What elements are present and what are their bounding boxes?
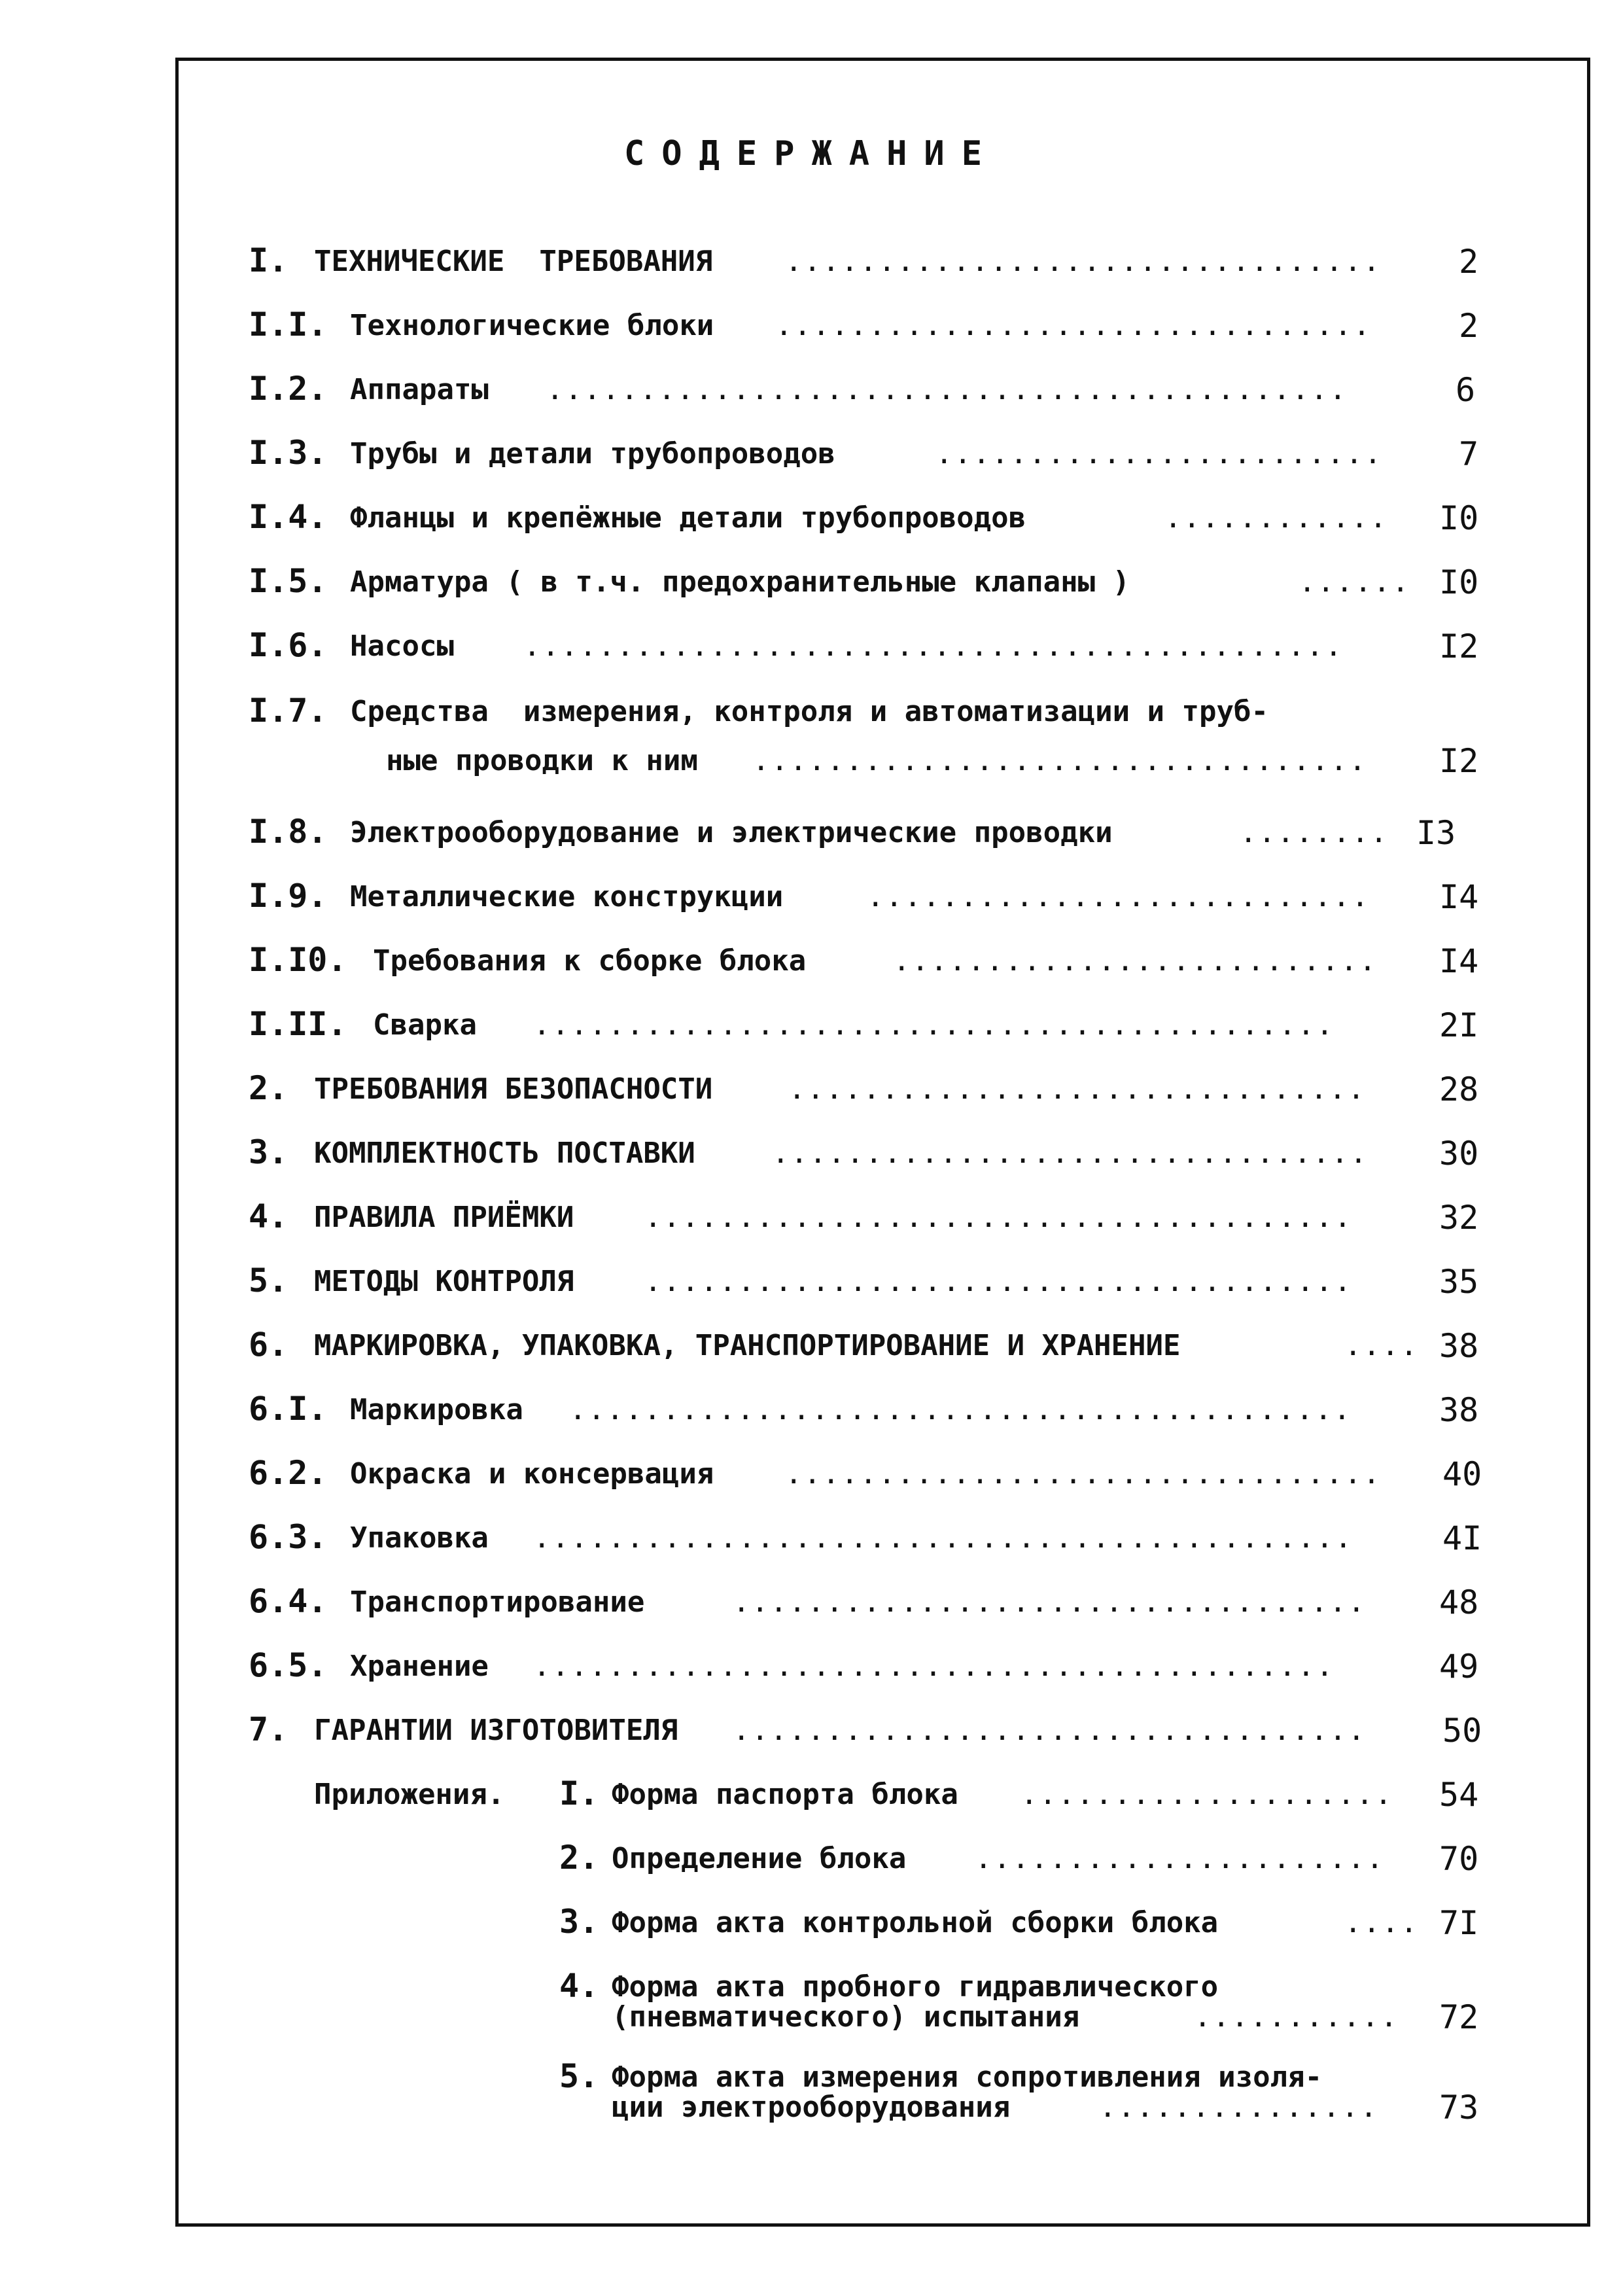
- dot-leader: ..........................: [893, 944, 1378, 978]
- entry-page: 6: [1456, 371, 1476, 409]
- appendix-label: Приложения.: [314, 1778, 505, 1811]
- entry-number: I.3.: [249, 434, 328, 472]
- entry-page: 38: [1439, 1391, 1479, 1429]
- appendix-page: 7I: [1439, 1904, 1479, 1942]
- appendix-number: 5.: [559, 2057, 599, 2095]
- dot-leader: ..........................................: [569, 1393, 1352, 1426]
- entry-page: 50: [1442, 1712, 1482, 1750]
- entry-title: МЕТОДЫ КОНТРОЛЯ: [314, 1265, 574, 1298]
- entry-number: 6.I.: [249, 1390, 328, 1428]
- entry-number: I.6.: [249, 626, 328, 664]
- entry-page: 35: [1439, 1263, 1479, 1301]
- dot-leader: ......................................: [644, 1201, 1353, 1234]
- entry-title: ТЕХНИЧЕСКИЕ ТРЕБОВАНИЯ: [314, 245, 713, 278]
- entry-number: 6.: [249, 1326, 288, 1364]
- entry-title: Аппараты: [350, 373, 489, 406]
- entry-number: 6.3.: [249, 1518, 328, 1556]
- entry-page: 2I: [1439, 1006, 1479, 1044]
- entry-title: Сварка: [373, 1008, 477, 1042]
- dot-leader: ........: [1240, 816, 1389, 849]
- dot-leader: ...............................: [788, 1072, 1367, 1106]
- entry-page: I3: [1416, 814, 1456, 852]
- entry-title: Упаковка: [350, 1521, 489, 1555]
- entry-title-continued: ные проводки к ним: [386, 744, 698, 777]
- entry-page: 38: [1439, 1327, 1479, 1365]
- appendix-title: Определение блока: [612, 1842, 907, 1875]
- entry-title: ПРАВИЛА ПРИЁМКИ: [314, 1201, 574, 1234]
- entry-number: 6.4.: [249, 1582, 328, 1620]
- entry-title: Технологические блоки: [350, 309, 714, 342]
- dot-leader: ............: [1164, 501, 1388, 535]
- entry-page: 40: [1442, 1455, 1482, 1493]
- dot-leader: ..................................: [733, 1714, 1367, 1747]
- entry-page: 2: [1459, 243, 1479, 281]
- dot-leader: ...........................................: [533, 1650, 1335, 1683]
- entry-title: Арматура ( в т.ч. предохранительные клапаны ): [350, 565, 1130, 599]
- dot-leader: ...........................: [867, 880, 1370, 913]
- entry-page: 7: [1459, 435, 1479, 473]
- dot-leader: ..................................: [733, 1585, 1367, 1619]
- entry-number: 7.: [249, 1710, 288, 1748]
- entry-page: 48: [1439, 1583, 1479, 1621]
- dot-leader: ........................: [935, 437, 1383, 470]
- entry-number: 2.: [249, 1069, 288, 1107]
- dot-leader: ................................: [785, 245, 1382, 278]
- dot-leader: ....: [1344, 1906, 1419, 1939]
- entry-page: I4: [1439, 942, 1479, 980]
- entry-number: I.4.: [249, 498, 328, 536]
- appendix-page: 72: [1439, 1998, 1479, 2036]
- appendix-title-continued: ции электрооборудования: [612, 2091, 1011, 2124]
- entry-title: Электрооборудование и электрические проводки: [350, 816, 1113, 849]
- entry-title: Маркировка: [350, 1393, 523, 1426]
- entry-title: Металлические конструкции: [350, 880, 784, 913]
- entry-title: ГАРАНТИИ ИЗГОТОВИТЕЛЯ: [314, 1714, 678, 1747]
- entry-page: I2: [1439, 742, 1479, 780]
- entry-number: 6.2.: [249, 1454, 328, 1492]
- dot-leader: ...............: [1099, 2091, 1379, 2124]
- appendix-title: Форма акта пробного гидравлического: [612, 1970, 1219, 2004]
- appendix-number: 4.: [559, 1967, 599, 2005]
- entry-page: I2: [1439, 627, 1479, 665]
- appendix-title: Форма акта контрольной сборки блока: [612, 1906, 1219, 1939]
- dot-leader: ............................................: [523, 629, 1344, 663]
- appendix-title-continued: (пневматического) испытания: [612, 2000, 1080, 2034]
- entry-number: I.2.: [249, 370, 328, 408]
- dot-leader: ................................: [775, 309, 1372, 342]
- dot-leader: ............................................: [533, 1521, 1353, 1555]
- entry-page: 32: [1439, 1199, 1479, 1237]
- entry-number: I.II.: [249, 1005, 347, 1043]
- entry-number: I.9.: [249, 877, 328, 915]
- dot-leader: ....: [1344, 1329, 1419, 1362]
- dot-leader: ...........................................: [546, 373, 1348, 406]
- entry-title: Окраска и консервация: [350, 1457, 714, 1491]
- appendix-page: 54: [1439, 1776, 1479, 1814]
- entry-title: Хранение: [350, 1650, 489, 1683]
- appendix-title: Форма паспорта блока: [612, 1778, 958, 1811]
- dot-leader: ...........................................: [533, 1008, 1335, 1042]
- dot-leader: ......: [1299, 565, 1410, 599]
- entry-page: 4I: [1442, 1519, 1482, 1557]
- dot-leader: ................................: [785, 1457, 1382, 1491]
- entry-number: 3.: [249, 1133, 288, 1171]
- entry-title: МАРКИРОВКА, УПАКОВКА, ТРАНСПОРТИРОВАНИЕ И ХРАНЕНИЕ: [314, 1329, 1181, 1362]
- entry-number: 4.: [249, 1197, 288, 1235]
- entry-title: Трубы и детали трубопроводов: [350, 437, 835, 470]
- entry-page: I0: [1439, 563, 1479, 601]
- dot-leader: ....................: [1021, 1778, 1393, 1811]
- entry-page: 2: [1459, 307, 1479, 345]
- entry-page: 28: [1439, 1070, 1479, 1108]
- appendix-title: Форма акта измерения сопротивления изоля-: [612, 2060, 1323, 2094]
- entry-number: I.I0.: [249, 941, 347, 979]
- dot-leader: ...........: [1194, 2000, 1399, 2034]
- appendix-page: 73: [1439, 2089, 1479, 2127]
- dot-leader: ......................: [975, 1842, 1385, 1875]
- entry-page: 49: [1439, 1648, 1479, 1686]
- entry-title: ТРЕБОВАНИЯ БЕЗОПАСНОСТИ: [314, 1072, 713, 1106]
- entry-number: 6.5.: [249, 1646, 328, 1684]
- entry-title: Фланцы и крепёжные детали трубопроводов: [350, 501, 1026, 535]
- dot-leader: ................................: [772, 1137, 1369, 1170]
- entry-title: Требования к сборке блока: [373, 944, 807, 978]
- dot-leader: .................................: [752, 744, 1368, 777]
- entry-title: Транспортирование: [350, 1585, 645, 1619]
- entry-number: I.7.: [249, 692, 328, 730]
- appendix-number: 3.: [559, 1903, 599, 1941]
- entry-number: I.I.: [249, 306, 328, 344]
- entry-number: 5.: [249, 1262, 288, 1299]
- entry-page: I0: [1439, 499, 1479, 537]
- entry-title: Средства измерения, контроля и автоматизации и труб-: [350, 695, 1268, 728]
- dot-leader: ......................................: [644, 1265, 1353, 1298]
- entry-page: I4: [1439, 878, 1479, 916]
- appendix-page: 70: [1439, 1840, 1479, 1878]
- entry-title: КОМПЛЕКТНОСТЬ ПОСТАВКИ: [314, 1137, 695, 1170]
- entry-number: I.: [249, 241, 288, 279]
- entry-number: I.8.: [249, 813, 328, 851]
- entry-title: Насосы: [350, 629, 454, 663]
- page-title: СОДЕРЖАНИЕ: [623, 134, 1000, 173]
- entry-page: 30: [1439, 1135, 1479, 1173]
- entry-number: I.5.: [249, 562, 328, 600]
- appendix-number: 2.: [559, 1839, 599, 1877]
- appendix-number: I.: [559, 1775, 599, 1812]
